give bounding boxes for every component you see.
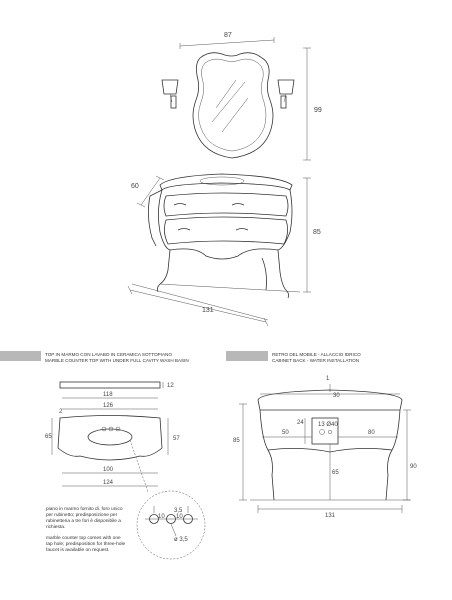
cabinet [148, 174, 292, 298]
back-dim-left: 50 [282, 430, 289, 436]
note-it-line: piano in marmo fornito di. foro unico [46, 507, 123, 512]
mirror [193, 53, 273, 158]
top-panel [0, 351, 205, 559]
dim-overall: 124 [103, 480, 114, 486]
detail-left: 10 [158, 514, 165, 520]
dim-thickness: 12 [167, 383, 174, 389]
dim-mirror-height-label: 99 [314, 107, 322, 114]
back-title-en: CABINET BACK - WATER INSTALLATION [272, 358, 360, 363]
detail-dia: ø 3,5 [174, 537, 188, 543]
right-sconce [278, 80, 294, 108]
note-en-line: tap hole; predisposition for three-hole [46, 542, 126, 547]
back-dim-inset: 24 [297, 420, 304, 426]
back-dim-outlet: 13 Ø40 [318, 422, 338, 428]
note-en-line: faucet is available on request. [46, 548, 110, 553]
back-dim-top: 1 [326, 376, 330, 382]
dim-height-label: 85 [313, 229, 321, 236]
back-panel [226, 351, 417, 519]
dim-length-label: 131 [202, 307, 214, 314]
dim-depth-label: 60 [131, 183, 139, 190]
back-dim-height-inner: 65 [332, 470, 339, 476]
dim-width [180, 32, 274, 49]
header-bar [0, 351, 41, 361]
basin [88, 429, 132, 445]
slab-plan [58, 416, 162, 461]
dim-depth-right: 57 [173, 436, 180, 442]
tap-hole-detail [137, 491, 205, 559]
note-it-line: rubinetteria a tre fori è disponibile a [46, 519, 121, 524]
dim-mirror-height [303, 48, 322, 160]
main-elevation [128, 32, 322, 326]
detail-right: 10 [176, 514, 183, 520]
back-dim-height-total: 85 [233, 438, 240, 444]
header-bar [226, 351, 268, 361]
dim-height [303, 178, 321, 292]
back-dim-right: 80 [368, 430, 375, 436]
back-dim-overall: 131 [325, 513, 336, 519]
detail-leader [130, 440, 148, 492]
dim-inner-width: 126 [103, 403, 114, 409]
dim-width-top: 118 [103, 392, 113, 398]
note-en-line: marble counter top comes with one [46, 536, 121, 541]
dim-basin-width: 100 [103, 467, 114, 473]
slab-side [60, 382, 160, 388]
dim-small: 2 [59, 409, 63, 415]
note-it-line: richiesta. [46, 525, 66, 530]
back-title-it: RETRO DEL MOBILE - ALLACCIO IDRICO [272, 352, 361, 357]
detail-top: 3,5 [174, 508, 183, 514]
top-title-en: MARBLE COUNTER TOP WITH UNDER FULL CAVITY WASH BASIN [45, 358, 189, 363]
left-sconce [162, 80, 178, 108]
back-dim-top-width: 30 [333, 393, 340, 399]
note-en [46, 535, 126, 553]
note-it-line: per rubinetto; predisposizione per [46, 513, 118, 518]
dim-width-label: 87 [224, 32, 232, 39]
top-title-it: TOP IN MARMO CON LAVABO IN CERAMICA SOTTOPIANO [45, 352, 172, 357]
dim-length [128, 286, 268, 326]
floor-line [132, 284, 268, 320]
back-dim-height-right: 90 [410, 464, 417, 470]
dim-depth-left: 65 [45, 434, 52, 440]
note-it [46, 506, 123, 530]
